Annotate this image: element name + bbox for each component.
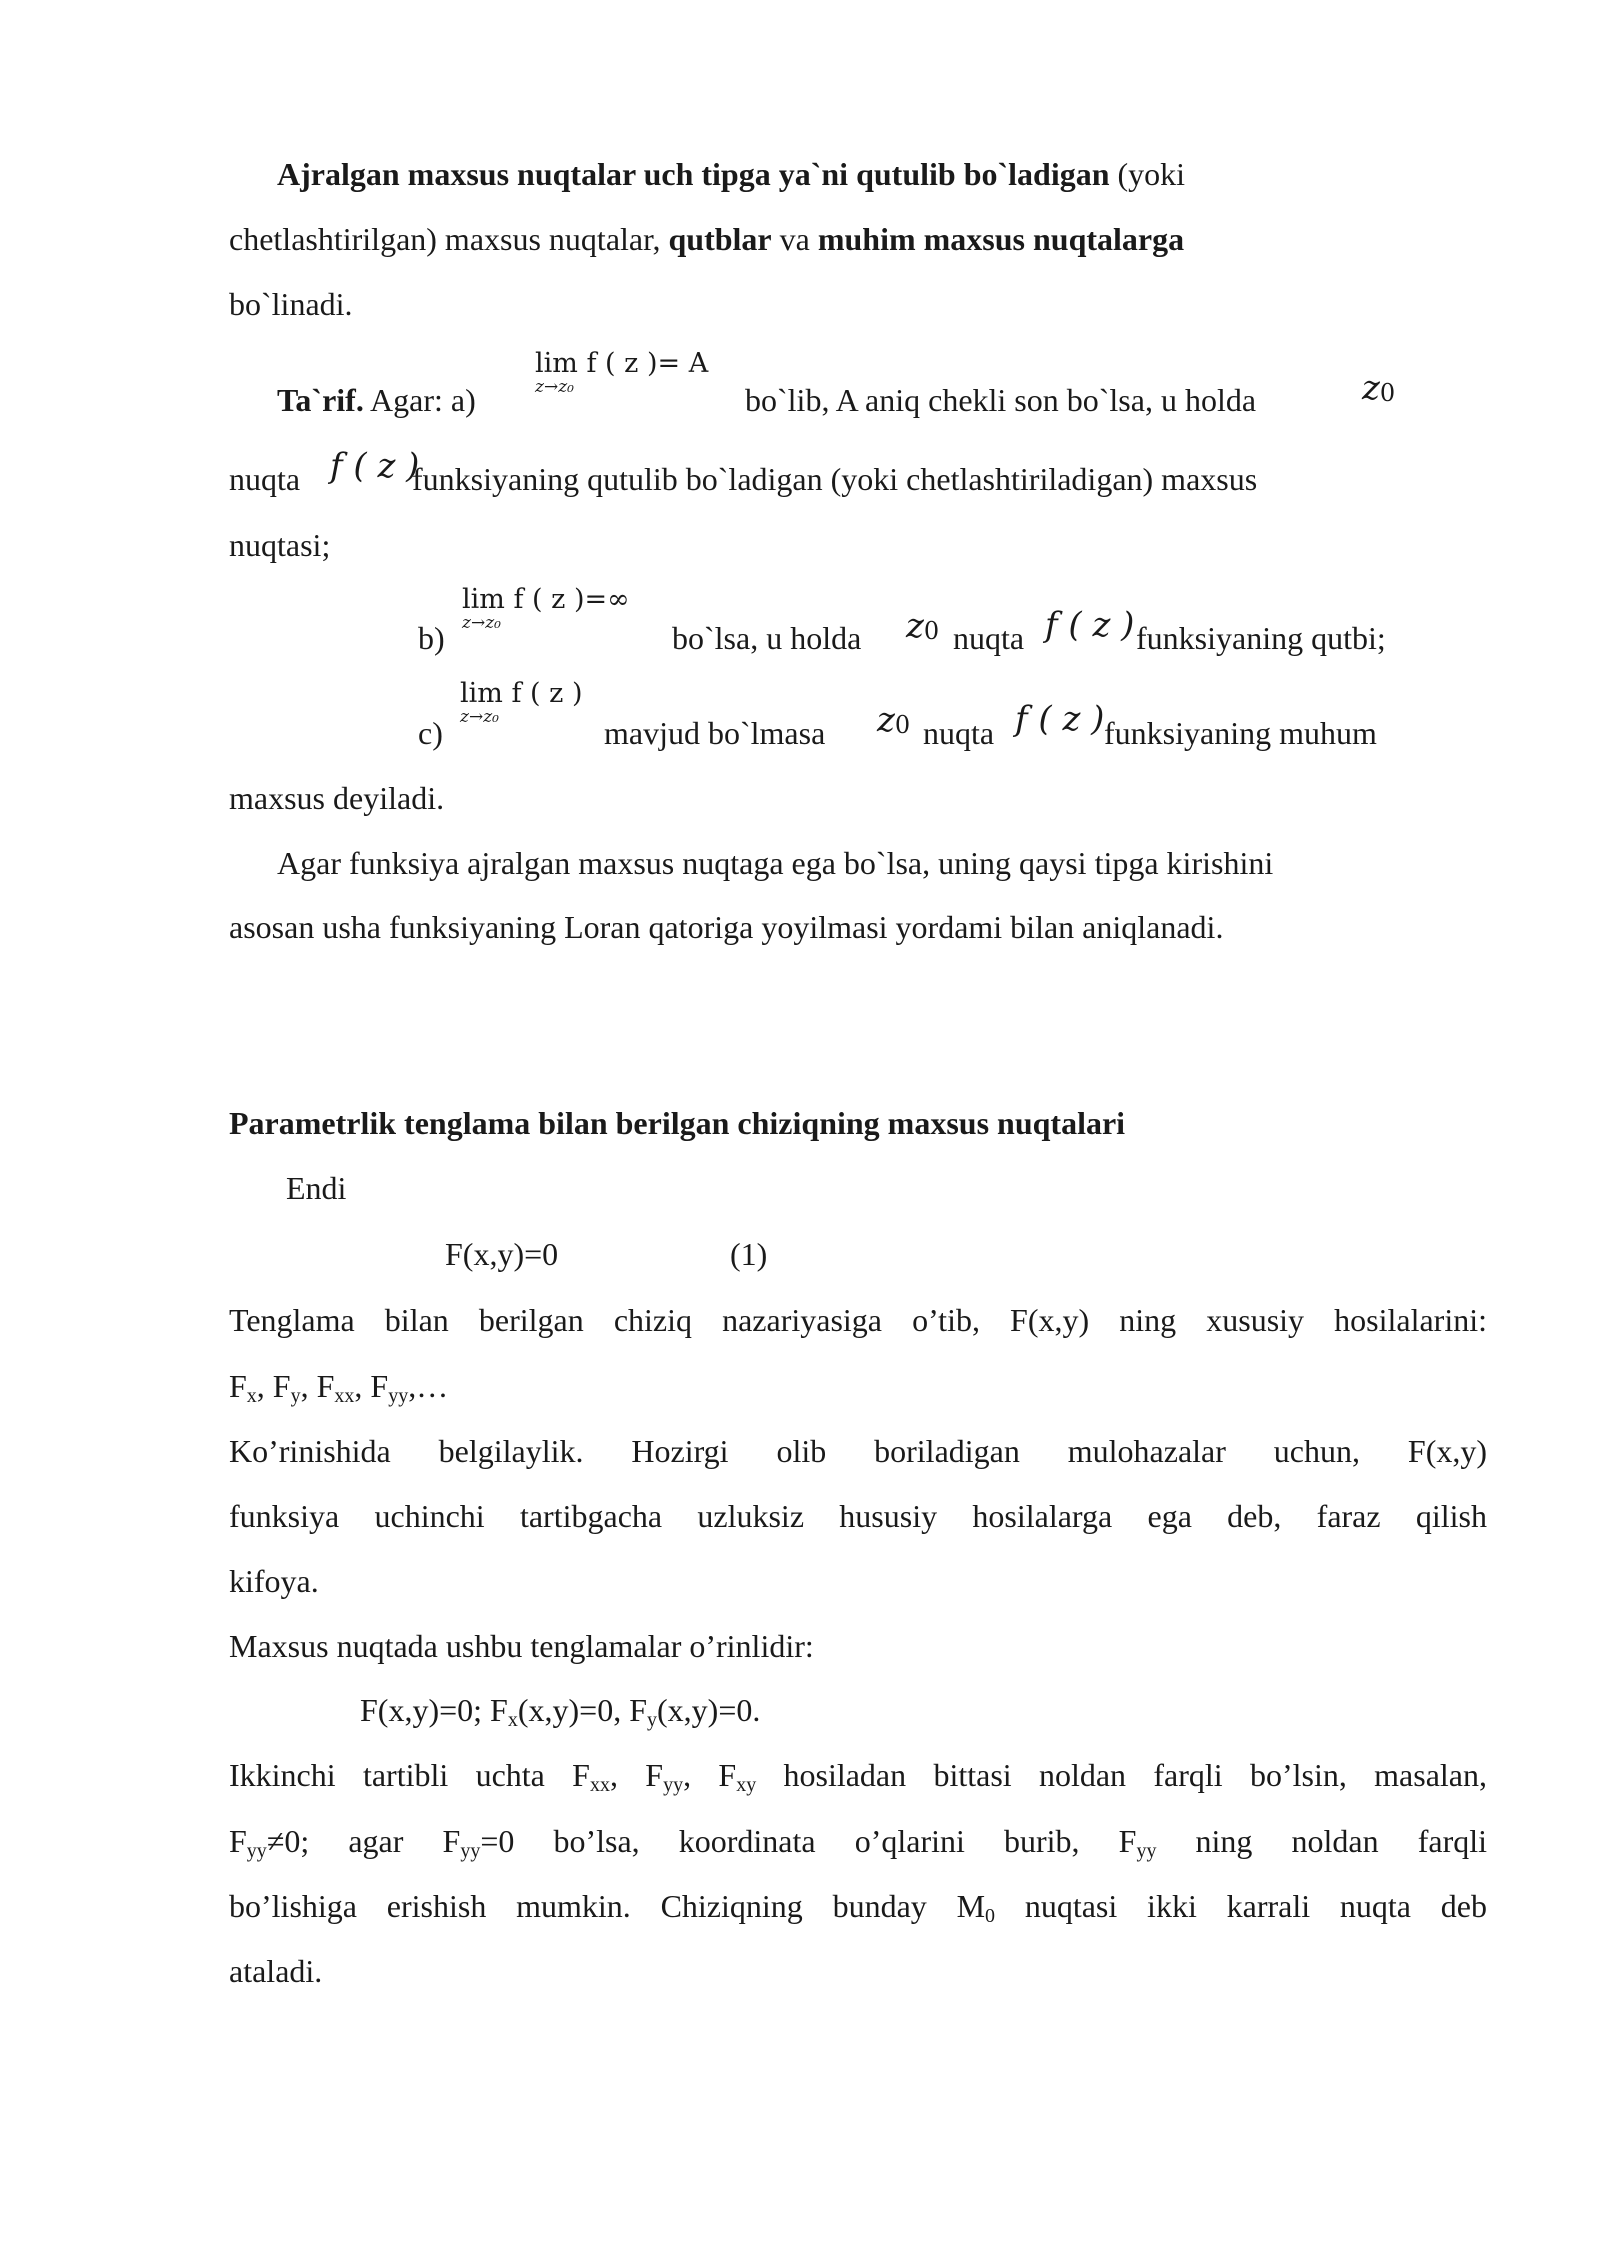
nuqta-text: nuqta — [229, 461, 301, 497]
definition-b-text-2: nuqta — [953, 620, 1025, 656]
subscript: yy — [388, 1385, 409, 1407]
text: ,… — [408, 1368, 449, 1404]
subscript: 0 — [1379, 379, 1396, 407]
fz-text: f ( z ) — [1015, 699, 1105, 739]
fz-symbol — [330, 446, 419, 486]
definition-a-text: bo`lib, A aniq chekli son bo`lsa, u holda — [745, 382, 1257, 418]
section-line-8 — [229, 1821, 1487, 1861]
section-line-4: funksiya uchinchi tartibgacha uzluksiz hususiy hosilalarga ega deb, faraz qilish — [229, 1498, 1487, 1534]
subscript: y — [290, 1385, 301, 1407]
equation-1: F(x,y)=0 — [445, 1236, 559, 1272]
subscript: xx — [589, 1774, 610, 1796]
subscript: xy — [736, 1774, 757, 1796]
section-line-10: ataladi. — [229, 1953, 323, 1989]
subscript: xx — [334, 1385, 355, 1407]
text: hosiladan bittasi noldan farqli bo’lsin, masalan, — [756, 1757, 1488, 1793]
section-line-6: Maxsus nuqtada ushbu tenglamalar o’rinlidir: — [229, 1628, 814, 1664]
limit-subscript: z→z₀ — [535, 377, 574, 397]
paragraph-1-line-1 — [277, 154, 1185, 194]
text: , F — [354, 1368, 389, 1404]
limit-top: lim f ( z ) — [460, 678, 583, 709]
z0-symbol — [906, 606, 939, 646]
subscript: yy — [1136, 1840, 1157, 1862]
paragraph-1-line-3: bo`linadi. — [229, 286, 353, 322]
section-line-1: Tenglama bilan berilgan chiziq nazariyasiga o’tib, F(x,y) ning xususiy hosilalarini: — [229, 1302, 1487, 1338]
text: Agar: a) — [363, 382, 476, 418]
text: chetlashtirilgan) maxsus nuqtalar, — [229, 221, 669, 257]
subscript: 0 — [985, 1905, 996, 1927]
fz-symbol — [1015, 699, 1104, 739]
text: ≠0; agar F — [266, 1823, 461, 1859]
section-line-7 — [229, 1755, 1487, 1795]
definition-c-text-3: funksiyaning muhum — [1104, 715, 1377, 751]
subscript: 0 — [923, 617, 940, 645]
section-line-9 — [229, 1886, 1487, 1926]
definition-b-label: b) — [418, 620, 445, 656]
definition-b-text-1: bo`lsa, u holda — [672, 620, 862, 656]
limit-expression-b — [462, 584, 630, 633]
definition-label: Ta`rif. — [277, 382, 364, 418]
z0-symbol — [877, 700, 910, 740]
definition-c-end: maxsus deyiladi. — [229, 780, 445, 816]
limit-expression-a — [535, 348, 708, 397]
limit-top: lim f ( z )=∞ — [462, 584, 630, 615]
equation-1-number: (1) — [730, 1236, 768, 1272]
text: ning noldan farqli — [1156, 1823, 1488, 1859]
text: , F — [300, 1368, 335, 1404]
text: (yoki — [1109, 156, 1186, 192]
section-line-5: kifoya. — [229, 1563, 319, 1599]
text: , F — [683, 1757, 737, 1793]
definition-a-continuation: funksiyaning qutulib bo`ladigan (yoki chetlashtiriladigan) maxsus — [412, 461, 1258, 497]
definition-c-label: c) — [418, 715, 443, 751]
endi-text: Endi — [286, 1170, 347, 1206]
subscript: yy — [246, 1840, 267, 1862]
limit-expression-c — [460, 678, 583, 727]
text: (x,y)=0, F — [517, 1692, 647, 1728]
subscript: x — [507, 1709, 518, 1731]
bold-text: Ajralgan maxsus nuqtalar uch tipga ya`ni qutulib bo`ladigan — [277, 156, 1110, 192]
equation-2 — [360, 1690, 760, 1730]
text: nuqtasi ikki karrali nuqta deb — [995, 1888, 1488, 1924]
bold-text: qutblar — [668, 221, 772, 257]
subscript: y — [647, 1709, 657, 1731]
definition-line-a — [277, 380, 476, 420]
z-symbol: z — [1362, 368, 1380, 408]
limit-subscript: z→z₀ — [462, 613, 501, 633]
z0-symbol — [1362, 368, 1395, 408]
text: , F — [256, 1368, 291, 1404]
subscript: x — [246, 1385, 257, 1407]
text: F — [229, 1823, 247, 1859]
definition-c-text-2: nuqta — [923, 715, 995, 751]
text: F(x,y)=0; F — [360, 1692, 508, 1728]
text: Ikkinchi tartibli uchta F — [229, 1757, 590, 1793]
definition-a-end: nuqtasi; — [229, 527, 331, 563]
text: (x,y)=0. — [657, 1692, 761, 1728]
section-line-3: Ko’rinishida belgilaylik. Hozirgi olib boriladigan mulohazalar uchun, F(x,y) — [229, 1433, 1487, 1469]
limit-subscript: z→z₀ — [460, 707, 499, 727]
fz-text: f ( z ) — [330, 446, 420, 486]
limit-top: lim f ( z )= A — [535, 348, 709, 379]
partial-derivatives-list — [229, 1366, 448, 1406]
subscript: 0 — [894, 711, 911, 739]
text: F — [229, 1368, 247, 1404]
paragraph-2-line-2: asosan usha funksiyaning Loran qatoriga yoyilmasi yordami bilan aniqlanadi. — [229, 909, 1224, 945]
paragraph-1-line-2 — [229, 219, 1184, 259]
bold-text: muhim maxsus nuqtalarga — [817, 221, 1185, 257]
text: , F — [609, 1757, 664, 1793]
text: =0 bo’lsa, koordinata o’qlarini burib, F — [480, 1823, 1137, 1859]
z-symbol: z — [877, 700, 895, 740]
subscript: yy — [663, 1774, 684, 1796]
text: va — [771, 221, 818, 257]
z-symbol: z — [906, 606, 924, 646]
subscript: yy — [460, 1840, 481, 1862]
fz-symbol — [1045, 605, 1134, 645]
paragraph-2-line-1: Agar funksiya ajralgan maxsus nuqtaga ega bo`lsa, uning qaysi tipga kirishini — [277, 845, 1274, 881]
definition-b-text-3: funksiyaning qutbi; — [1136, 620, 1386, 656]
fz-text: f ( z ) — [1045, 605, 1135, 645]
section-heading: Parametrlik tenglama bilan berilgan chiziqning maxsus nuqtalari — [229, 1105, 1126, 1141]
definition-c-text-1: mavjud bo`lmasa — [604, 715, 826, 751]
text: bo’lishiga erishish mumkin. Chiziqning bunday M — [229, 1888, 986, 1924]
